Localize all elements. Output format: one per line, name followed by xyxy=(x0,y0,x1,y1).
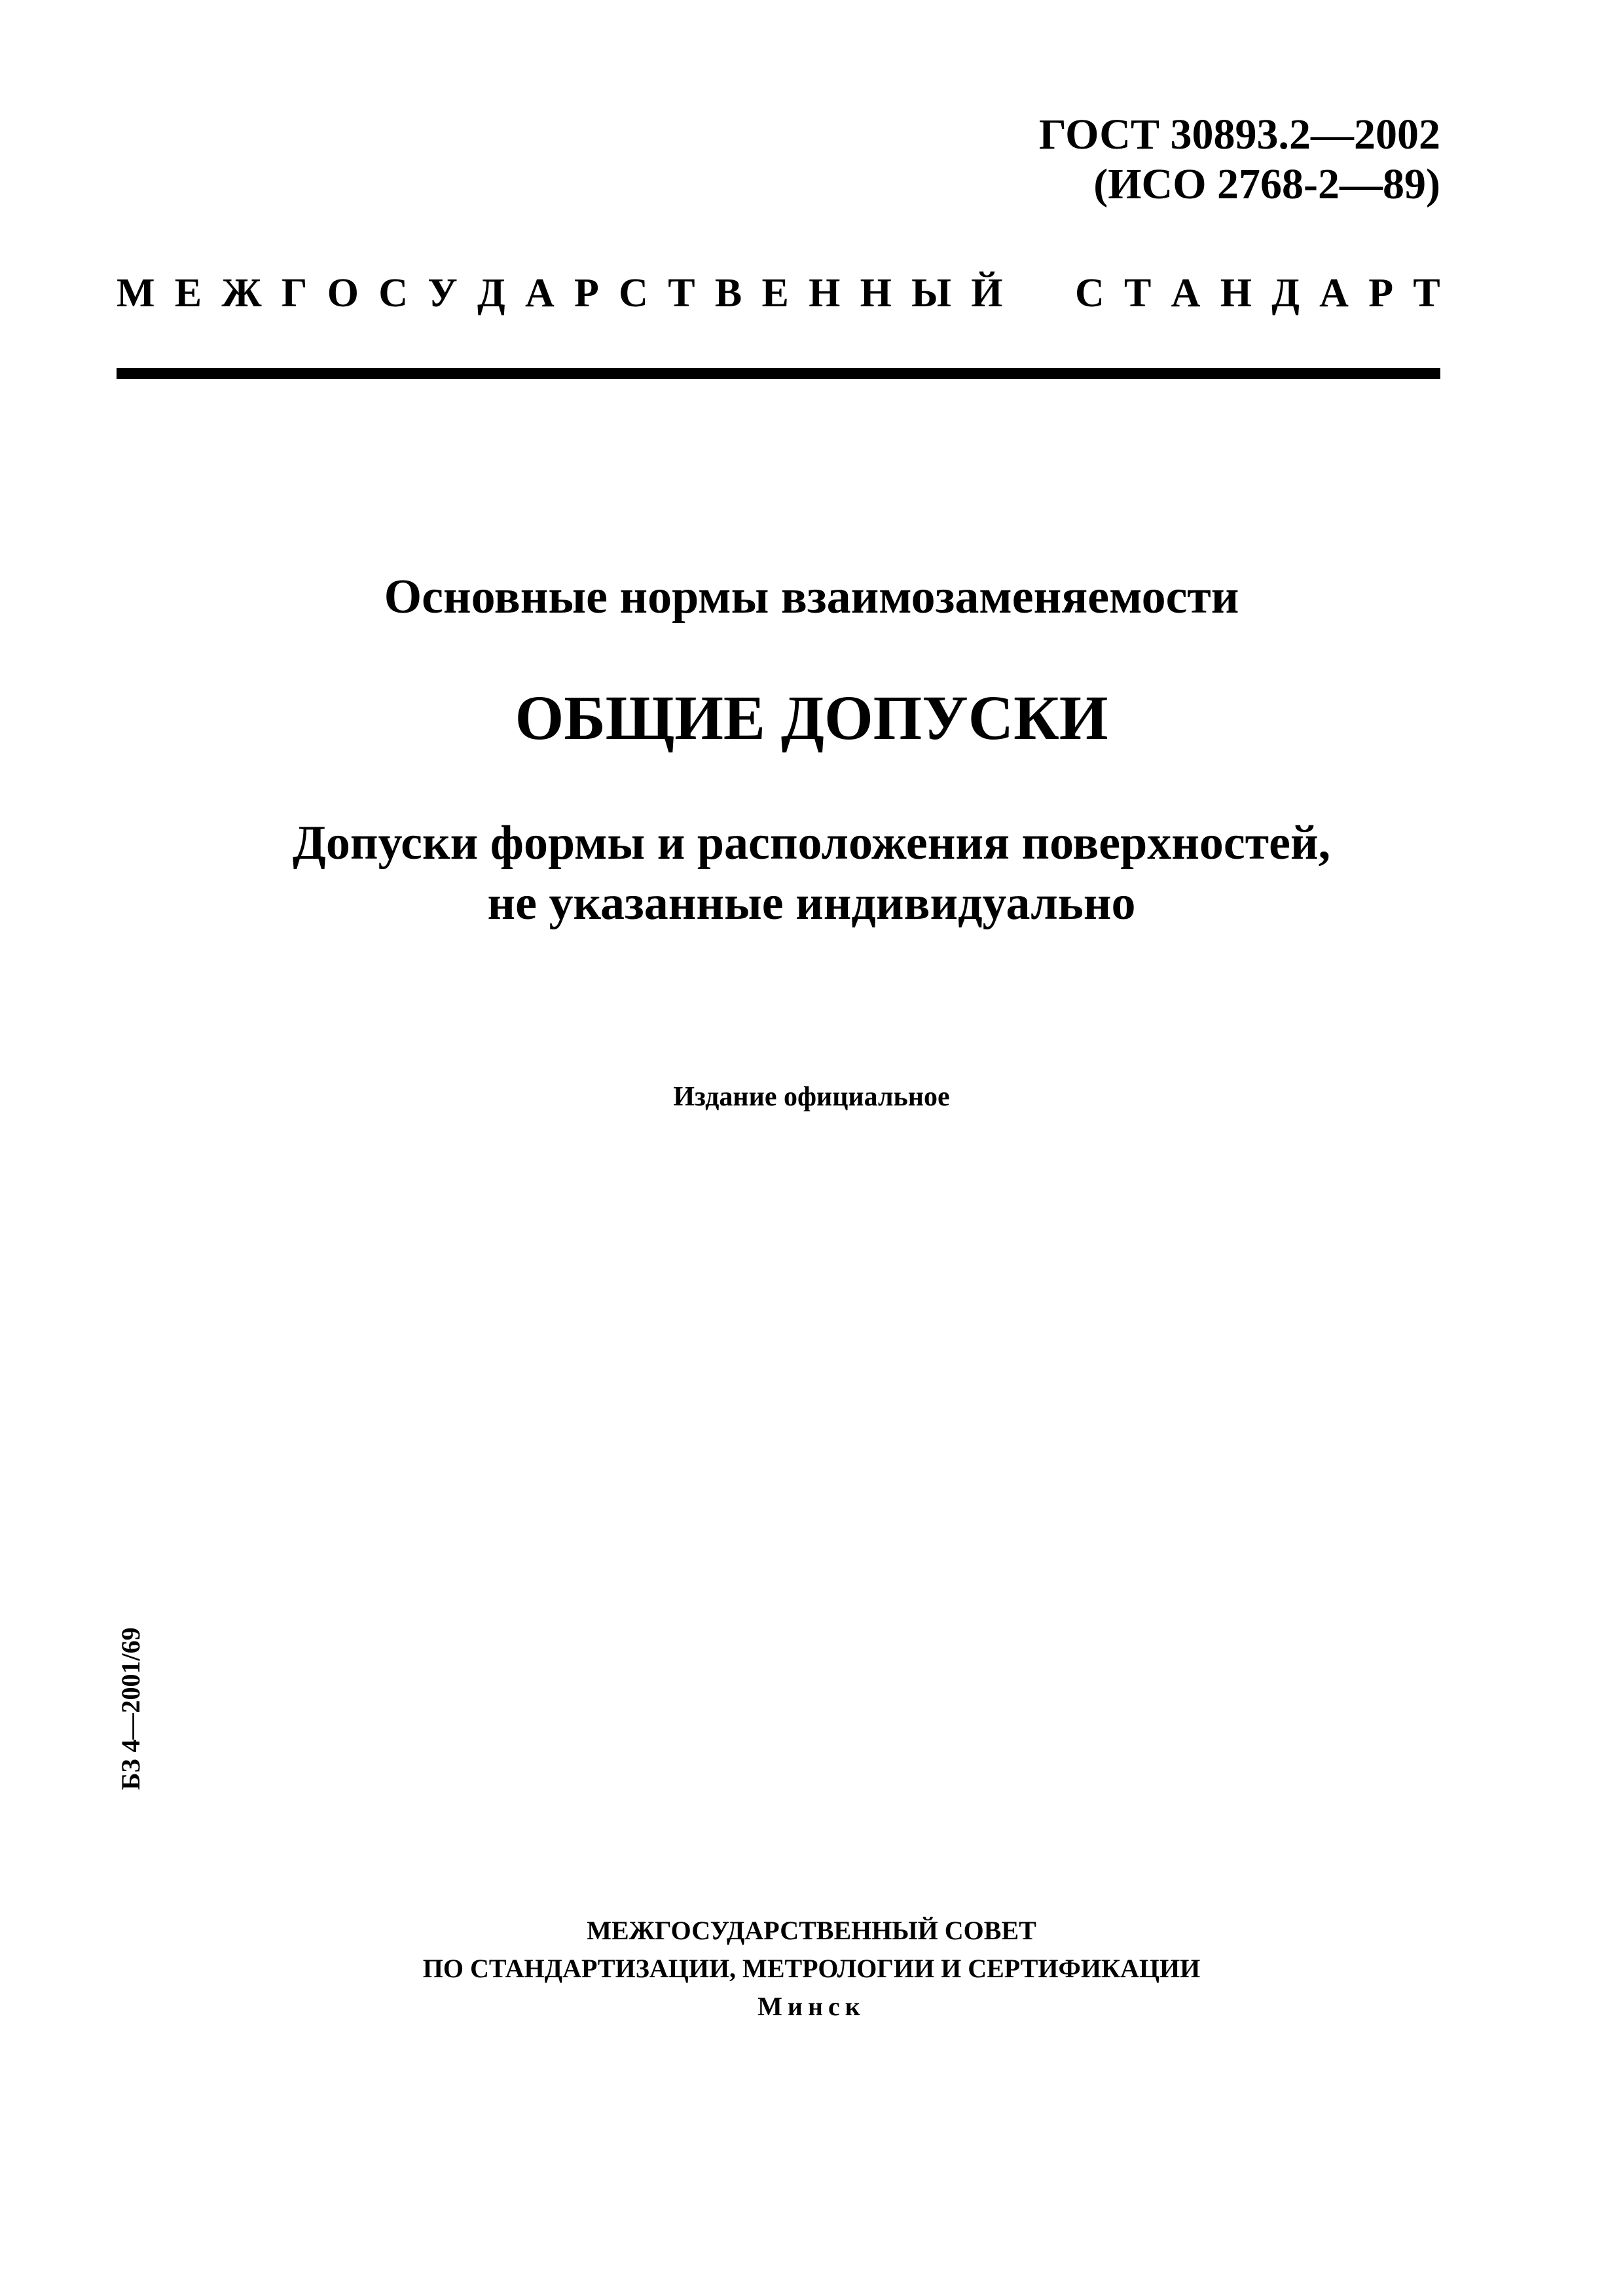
standard-type-letter: Е xyxy=(174,271,202,315)
standard-type-letter: Т xyxy=(668,271,695,315)
iso-code: (ИСО 2768-2—89) xyxy=(1093,160,1440,208)
subtitle-line: Допуски формы и расположения поверхностей, xyxy=(292,816,1331,870)
standard-type-letter: С xyxy=(619,271,648,315)
header-rule-divider xyxy=(117,368,1440,379)
standard-type-letter: Т xyxy=(1124,271,1152,315)
document-codes xyxy=(1039,110,1440,209)
standard-type-letter: С xyxy=(378,271,408,315)
standard-type-letter: А xyxy=(524,271,555,315)
standard-type-heading xyxy=(117,267,1440,319)
standard-type-letter: Д xyxy=(477,271,505,315)
standard-type-letter: Ы xyxy=(911,271,951,315)
standard-type-letter: М xyxy=(117,271,155,315)
standard-type-letter: Т xyxy=(1413,271,1440,315)
standard-type-letter: Р xyxy=(574,271,599,315)
publisher-line: МЕЖГОСУДАРСТВЕННЫЙ СОВЕТ xyxy=(587,1916,1036,1945)
publisher-block xyxy=(0,1912,1623,2026)
word-gap xyxy=(1023,267,1055,319)
standard-type-letter: А xyxy=(1171,271,1201,315)
standard-type-letter: Д xyxy=(1271,271,1300,315)
publisher-line: ПО СТАНДАРТИЗАЦИИ, МЕТРОЛОГИИ И СЕРТИФИКАЦИИ xyxy=(422,1954,1201,1983)
standard-type-letter: О xyxy=(327,271,359,315)
standard-type-letter: С xyxy=(1075,271,1104,315)
standard-type-letter: Е xyxy=(761,271,789,315)
standard-type-letter: В xyxy=(714,271,742,315)
main-title: ОБЩИЕ ДОПУСКИ xyxy=(515,683,1108,753)
subtitle-line: не указанные индивидуально xyxy=(487,876,1136,930)
publisher-city: Минск xyxy=(757,1992,866,2021)
standard-type-letter: У xyxy=(428,271,458,315)
standard-type-letter: Н xyxy=(860,271,892,315)
standard-type-letter: Й xyxy=(971,271,1003,315)
standard-type-letter: Н xyxy=(809,271,841,315)
edition-note: Издание официальное xyxy=(673,1082,950,1112)
standard-type-letter: А xyxy=(1319,271,1349,315)
standard-type-letter: Н xyxy=(1220,271,1252,315)
gost-code: ГОСТ 30893.2—2002 xyxy=(1038,111,1440,158)
side-catalog-code: БЗ 4—2001/69 xyxy=(116,1627,145,1790)
subject-line: Основные нормы взаимозаменяемости xyxy=(384,570,1239,624)
standard-type-letter: Ж xyxy=(221,271,262,315)
standard-type-letter: Р xyxy=(1368,271,1394,315)
standard-type-letter: Г xyxy=(282,271,308,315)
subtitle xyxy=(0,813,1623,933)
